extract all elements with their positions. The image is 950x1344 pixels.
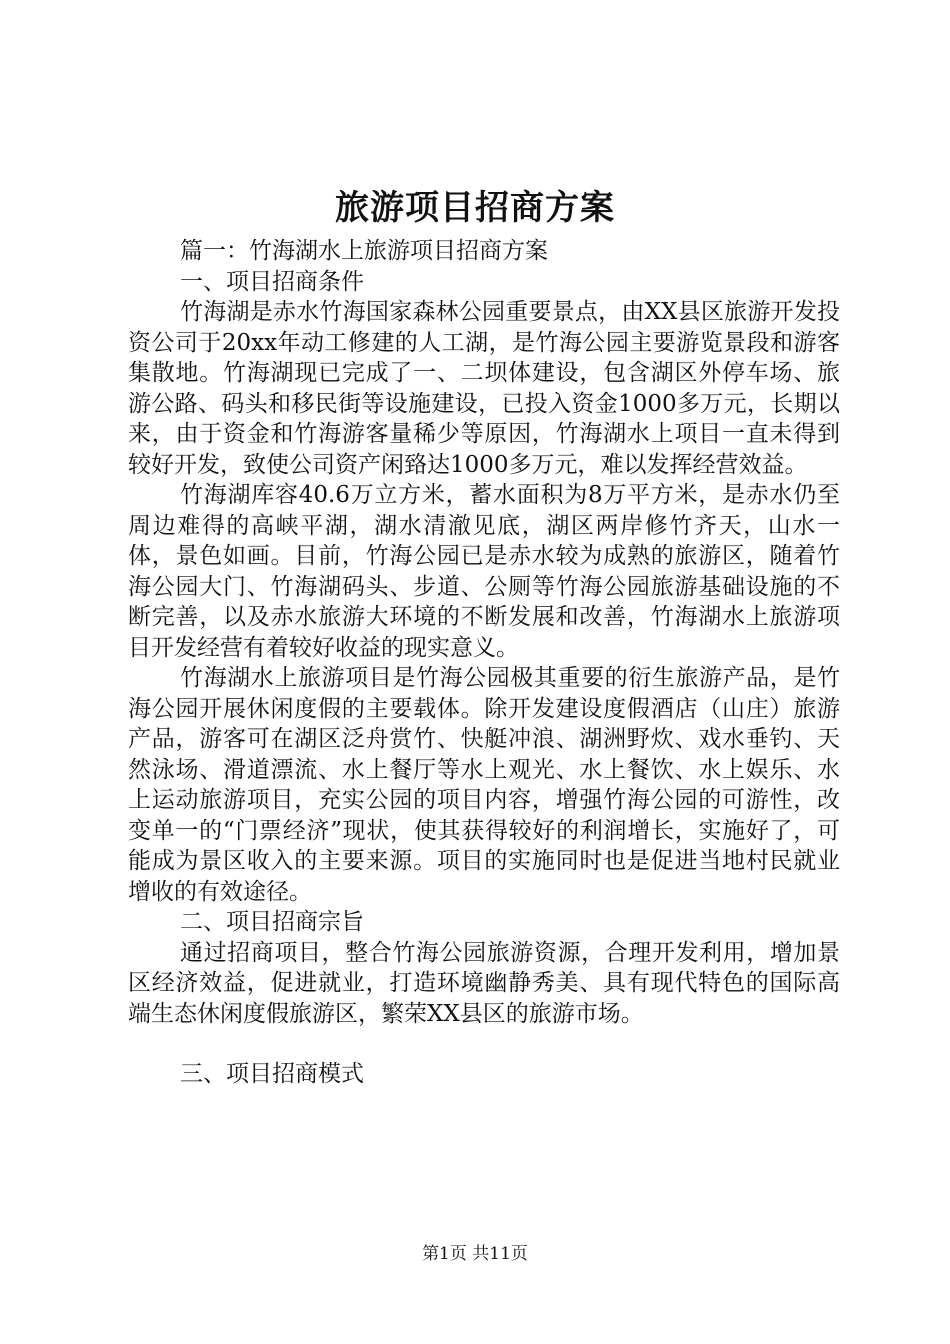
paragraph: 通过招商项目，整合竹海公园旅游资源，合理开发利用，增加景区经济效益，促进就业，打造环境幽静秀美、具有现代特色的国际高端生态休闲度假旅游区，繁荣XX县区的旅游市场。 [128,939,840,1027]
paragraph: 竹海湖水上旅游项目是竹海公园极其重要的衍生旅游产品，是竹海公园开展休闲度假的主要载体。除开发建设度假酒店（山庄）旅游产品，游客可在湖区泛舟赏竹、快艇冲浪、湖洲野炊、戏水垂钓、天然泳场、滑道漂流、水上餐厅等水上观光、水上餐饮、水上娱乐、水上运动旅游项目，充实公园的项目内容，增强竹海公园的可游性，改变单一的“门票经济”现状，使其获得较好的利润增长，实施好了，可能成为景区收入的主要来源。项目的实施同时也是促进当地村民就业增收的有效途径。 [128,665,840,905]
document-title: 旅游项目招商方案 [335,188,615,228]
page-footer: 第1页 共11页 [422,1244,528,1264]
spacer [128,1029,840,1059]
section-heading-3: 三、项目招商模式 [180,1061,364,1087]
section-heading-1: 一、项目招商条件 [180,268,364,295]
section-heading-2: 二、项目招商宗旨 [180,909,364,935]
document-subtitle: 篇一：竹海湖水上旅游项目招商方案 [180,238,548,264]
paragraph: 竹海湖库容40.6万立方米，蓄水面积为8万平方米，是赤水仍至周边难得的高峡平湖，湖水清澈见底，湖区两岸修竹齐天，山水一体，景色如画。目前，竹海公园已是赤水较为成熟的旅游区，随着竹海公园大门、竹海湖码头、步道、公厕等竹海公园旅游基础设施的不断完善，以及赤水旅游大环境的不断发展和改善，竹海湖水上旅游项目开发经营有着较好收益的现实意义。 [128,482,840,661]
document-body [128,236,840,1090]
paragraph: 竹海湖是赤水竹海国家森林公园重要景点，由XX县区旅游开发投资公司于20xx年动工修建的人工湖，是竹海公园主要游览景段和游客集散地。竹海湖现已完成了一、二坝体建设，包含湖区外停车场、旅游公路、码头和移民街等设施建设，已投入资金1000多万元，长期以来，由于资金和竹海游客量稀少等原因，竹海湖水上项目一直未得到较好开发，致使公司资产闲臵达1000多万元，难以发挥经营效益。 [128,299,840,478]
